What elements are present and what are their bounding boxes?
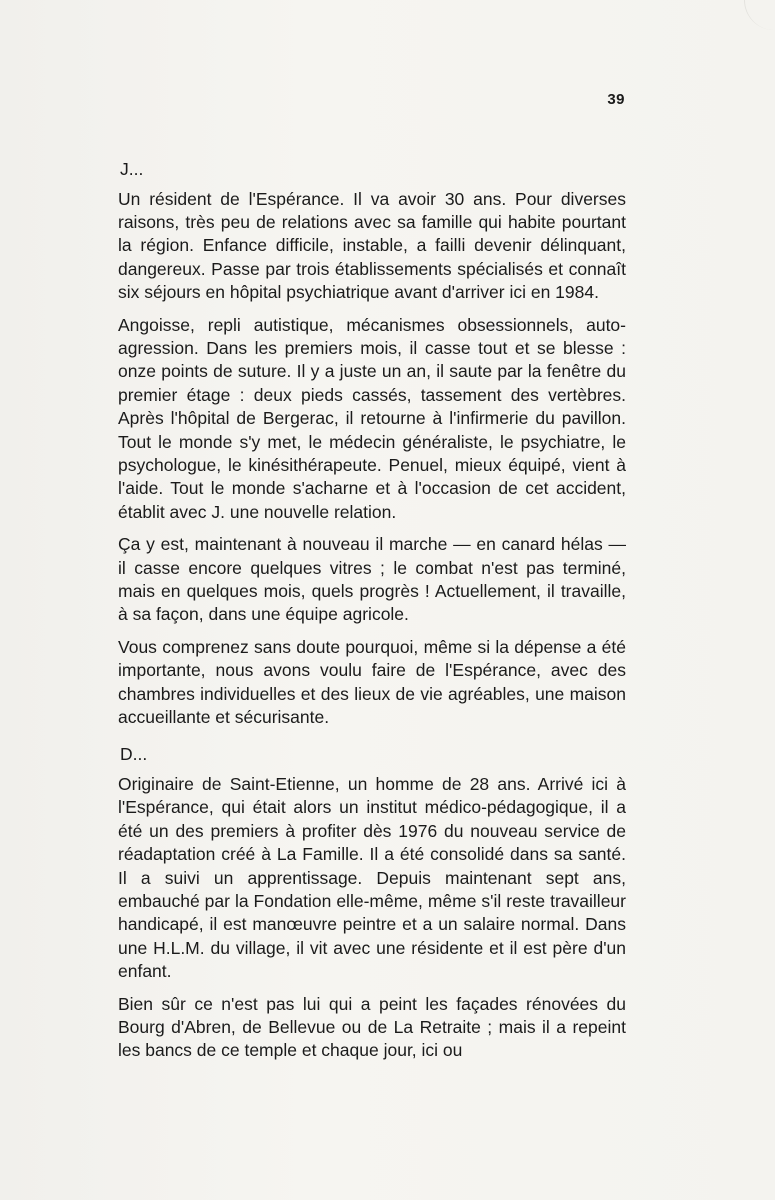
paragraph: Originaire de Saint-Etienne, un homme de 28 ans. Arrivé ici à l'Espérance, qui était alors un institut médico-pédagogique, il a été un des premiers à profiter dès 1976 du nouveau service de réadaptation créé à La Famille. Il a été consolidé dans sa santé. Il a suivi un apprentissage. Depuis maintenant sept ans, embauché par la Fondation elle-même, même s'il reste travailleur handicapé, il est manœuvre peintre et a un salaire normal. Dans une H.L.M. du village, il vit avec une résidente et il est père d'un enfant.	[118, 773, 626, 982]
section-initial-j: J...	[120, 159, 144, 179]
section-initial-d: D...	[120, 744, 148, 765]
paragraph: Bien sûr ce n'est pas lui qui a peint les façades rénovées du Bourg d'Abren, de Bellevue ou de La Retraite ; mais il a repeint les bancs de ce temple et chaque jour, ici ou	[118, 993, 626, 1061]
paragraph: Un résident de l'Espérance. Il va avoir 30 ans. Pour diverses raisons, très peu de relations avec sa famille qui habite pourtant la région. Enfance difficile, instable, a failli devenir délinquant, dangereux. Passe par trois établissements spécialisés et connaît six séjours en hôpital psychiatrique avant d'arriver ici en 1984.	[118, 188, 626, 303]
page-corner	[744, 0, 775, 30]
page-number: 39	[607, 91, 625, 108]
paragraph: Angoisse, repli autistique, mécanismes obsessionnels, auto-agression. Dans les premiers mois, il casse tout et se blesse : onze points de suture. Il y a juste un an, il saute par la fenêtre du premier étage : deux pieds cassés, tassement des vertèbres. Après l'hôpital de Bergerac, il retourne à l'infirmerie du pavillon. Tout le monde s'y met, le médecin généraliste, le psychiatre, le psychologue, le kinésithérapeute. Penuel, mieux équipé, vient à l'aide. Tout le monde s'acharne et à l'occasion de cet accident, établit avec J. une nouvelle relation.	[118, 314, 626, 522]
paragraph: Vous comprenez sans doute pourquoi, même si la dépense a été importante, nous avons voulu faire de l'Espérance, avec des chambres individuelles et des lieux de vie agréables, une maison accueillante et sécurisante.	[118, 636, 626, 728]
paragraph: Ça y est, maintenant à nouveau il marche — en canard hélas — il casse encore quelques vitres ; le combat n'est pas terminé, mais en quelques mois, quels progrès ! Actuellement, il travaille, à sa façon, dans une équipe agricole.	[118, 534, 626, 625]
body-text	[118, 158, 626, 1072]
